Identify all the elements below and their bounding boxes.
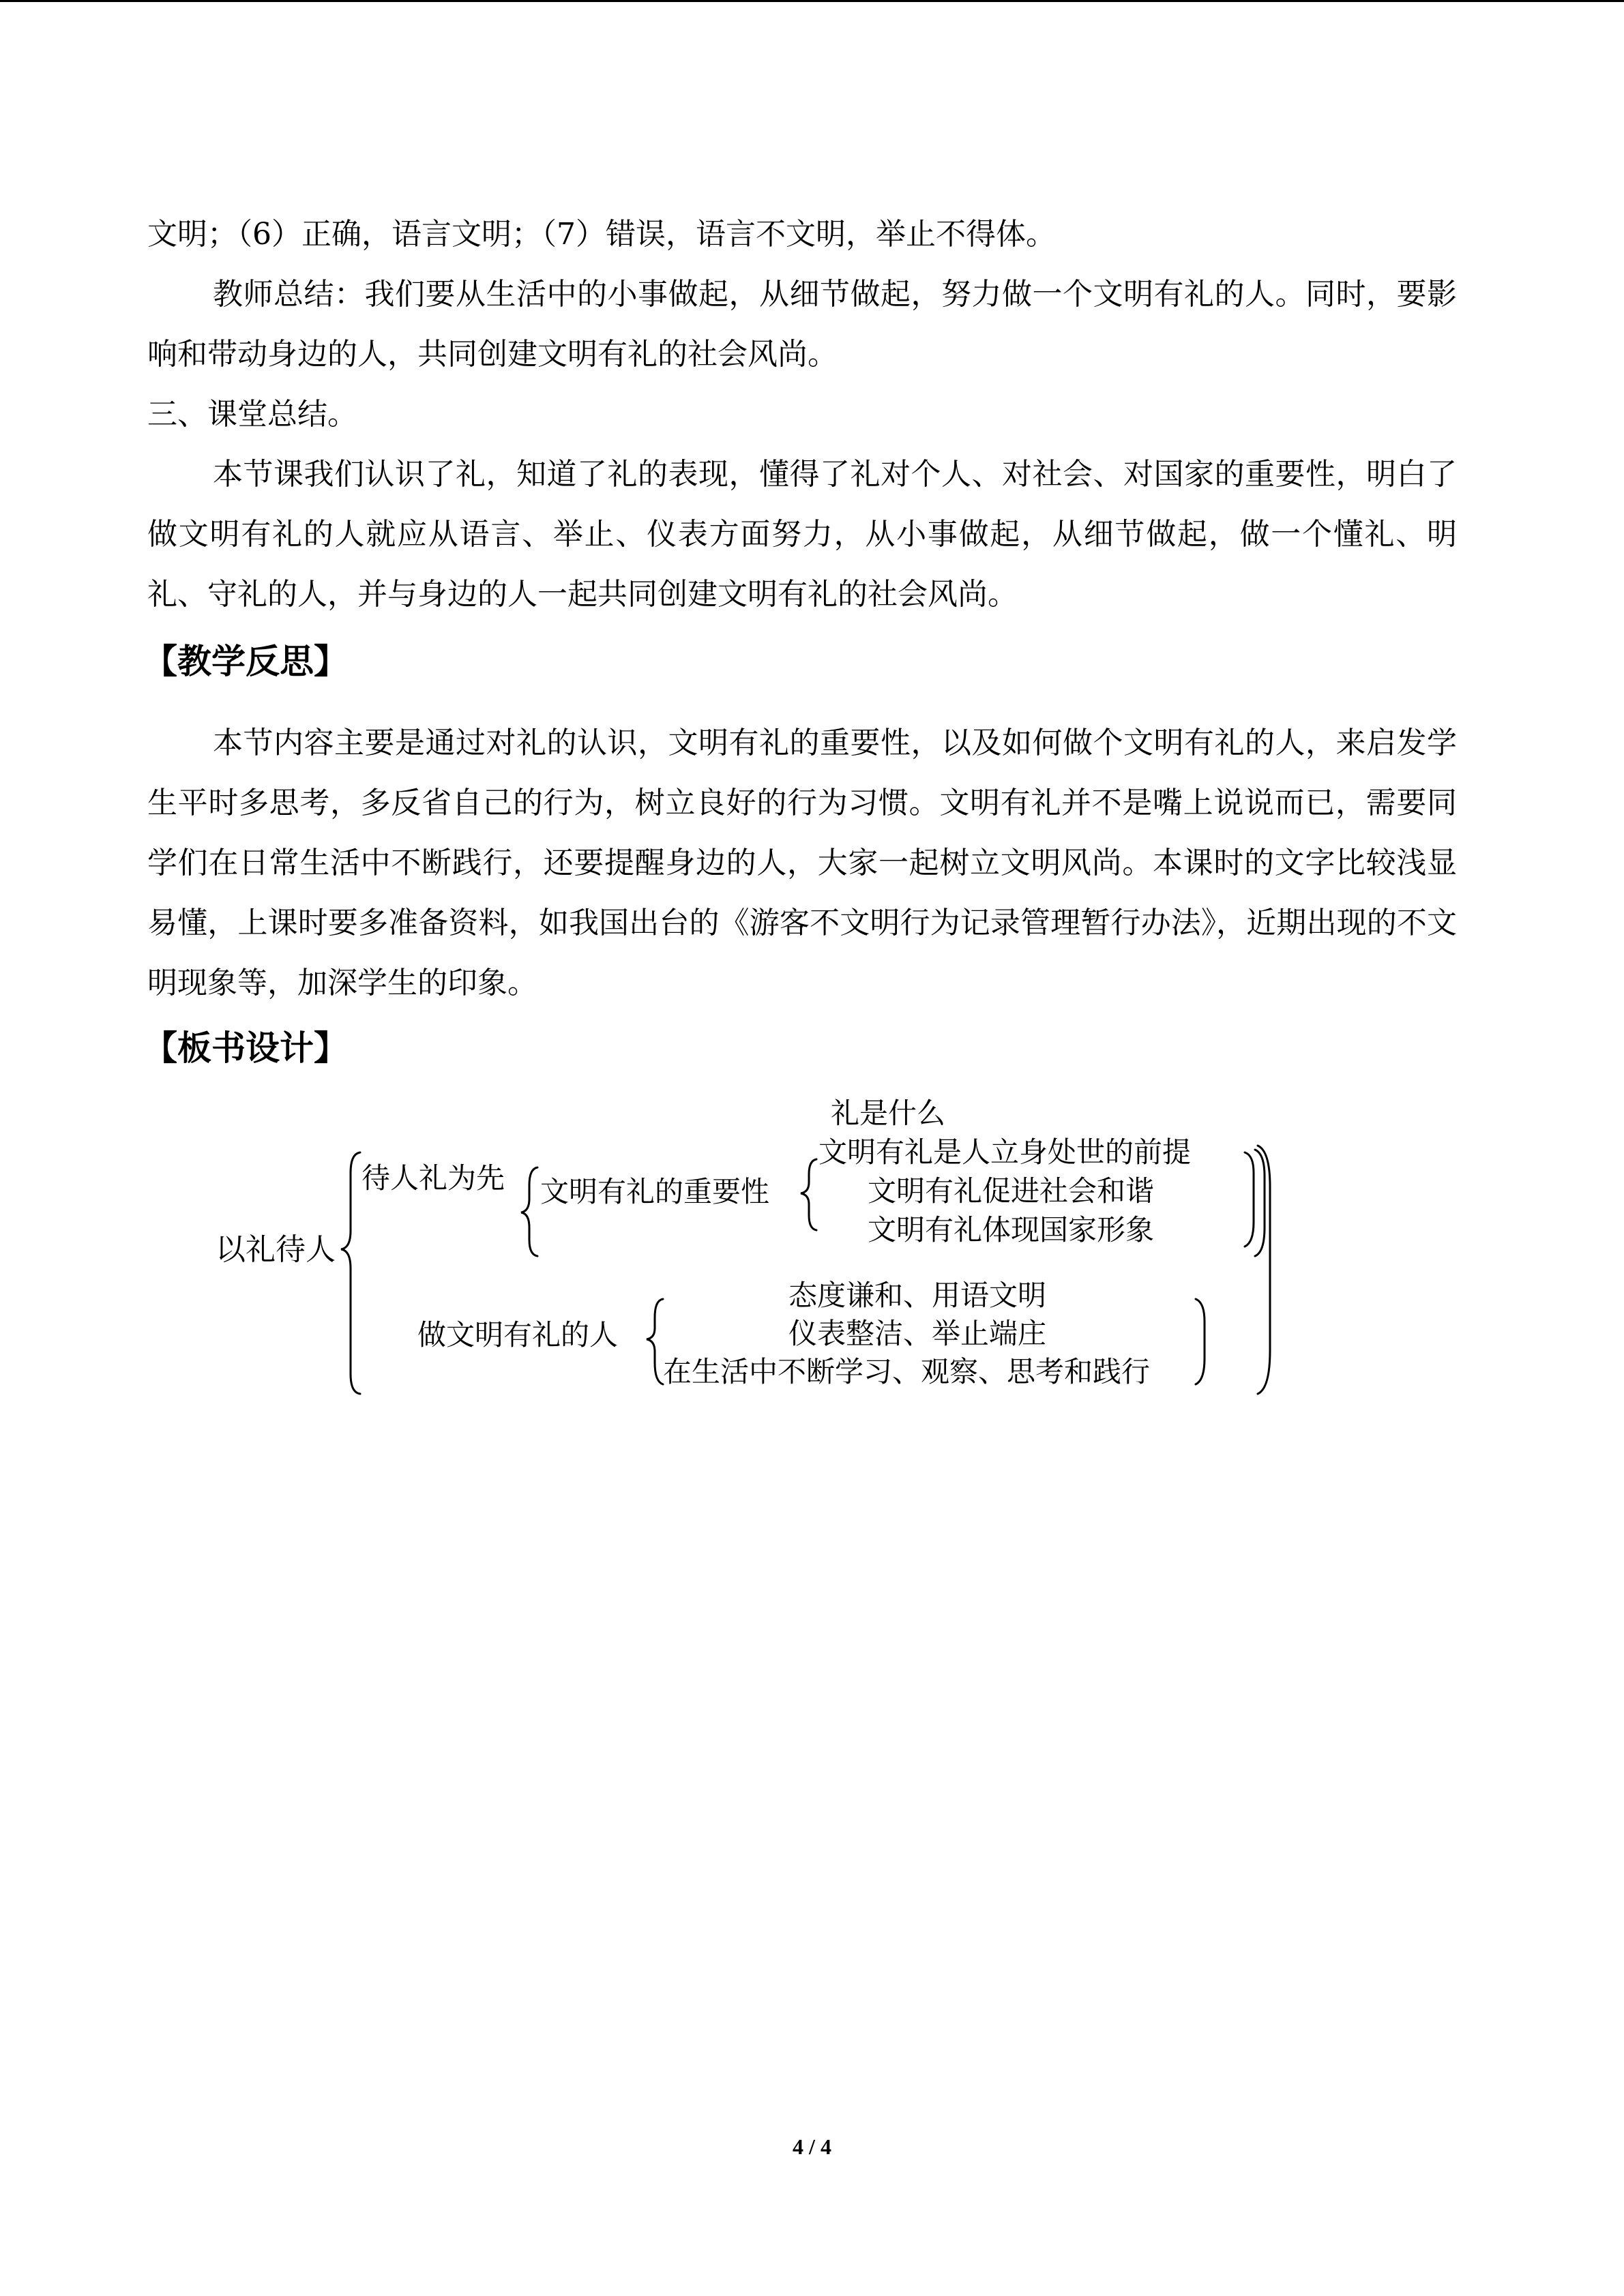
heading-teaching-reflection: 【教学反思】 — [143, 642, 348, 681]
branch1-brace — [521, 1167, 537, 1256]
paragraph-class-summary: 本节课我们认识了礼，知道了礼的表现，懂得了礼对个人、对社会、对国家的重要性，明白了做文明有礼的人就应从语言、举止、仪表方面努力，从小事做起，从细节做起，做一个懂礼、明礼、守礼的人，并与身边的人一起共同创建文明有礼的社会风尚。 — [147, 457, 1457, 612]
board-root-label: 以礼待人 — [216, 1232, 336, 1267]
heading-board-design: 【板书设计】 — [143, 1028, 348, 1068]
board-branch1-label: 待人礼为先 — [361, 1161, 505, 1195]
board-branch2-item-3: 在生活中不断学习、观察、思考和践行 — [663, 1355, 1151, 1388]
board-branch1-item-2: 文明有礼是人立身处世的前提 — [818, 1135, 1192, 1169]
importance-brace — [801, 1159, 816, 1230]
branch2-brace — [647, 1299, 663, 1384]
importance-close-brace — [1245, 1152, 1254, 1247]
paragraph-answers-end: 文明；（6）正确，语言文明；（7）错误，语言不文明，举止不得体。 — [147, 217, 1056, 252]
board-branch2-item-2: 仪表整洁、举止端庄 — [788, 1317, 1047, 1350]
board-branch1-item-1: 礼是什么 — [831, 1097, 946, 1130]
page-number: 4 / 4 — [793, 2134, 831, 2159]
root-brace — [341, 1152, 360, 1394]
paragraph-teacher-summary: 教师总结：我们要从生活中的小事做起，从细节做起，努力做一个文明有礼的人。同时，要影响和带动身边的人，共同创建文明有礼的社会风尚。 — [147, 277, 1457, 372]
branch1-close-brace — [1255, 1150, 1265, 1256]
section-heading-class-summary: 三、课堂总结。 — [147, 397, 357, 432]
board-branch2-label: 做文明有礼的人 — [417, 1318, 619, 1352]
board-branch1-sub-label: 文明有礼的重要性 — [540, 1175, 770, 1208]
paragraph-teaching-reflection: 本节内容主要是通过对礼的认识，文明有礼的重要性，以及如何做个文明有礼的人，来启发学生平时多思考，多反省自己的行为，树立良好的行为习惯。文明有礼并不是嘴上说说而已，需要同学们在日常生活中不断践行，还要提醒身边的人，大家一起树立文明风尚。本课时的文字比较浅显易懂，上课时要多准备资料，如我国出台的《游客不文明行为记录管理暂行办法》，近期出现的不文明现象等，加深学生的印象。 — [147, 726, 1457, 1000]
branch2-close-brace — [1196, 1299, 1205, 1384]
board-branch1-item-4: 文明有礼体现国家形象 — [868, 1213, 1155, 1247]
board-branch2-item-1: 态度谦和、用语文明 — [788, 1279, 1047, 1312]
board-branch1-item-3: 文明有礼促进社会和谐 — [868, 1174, 1155, 1208]
